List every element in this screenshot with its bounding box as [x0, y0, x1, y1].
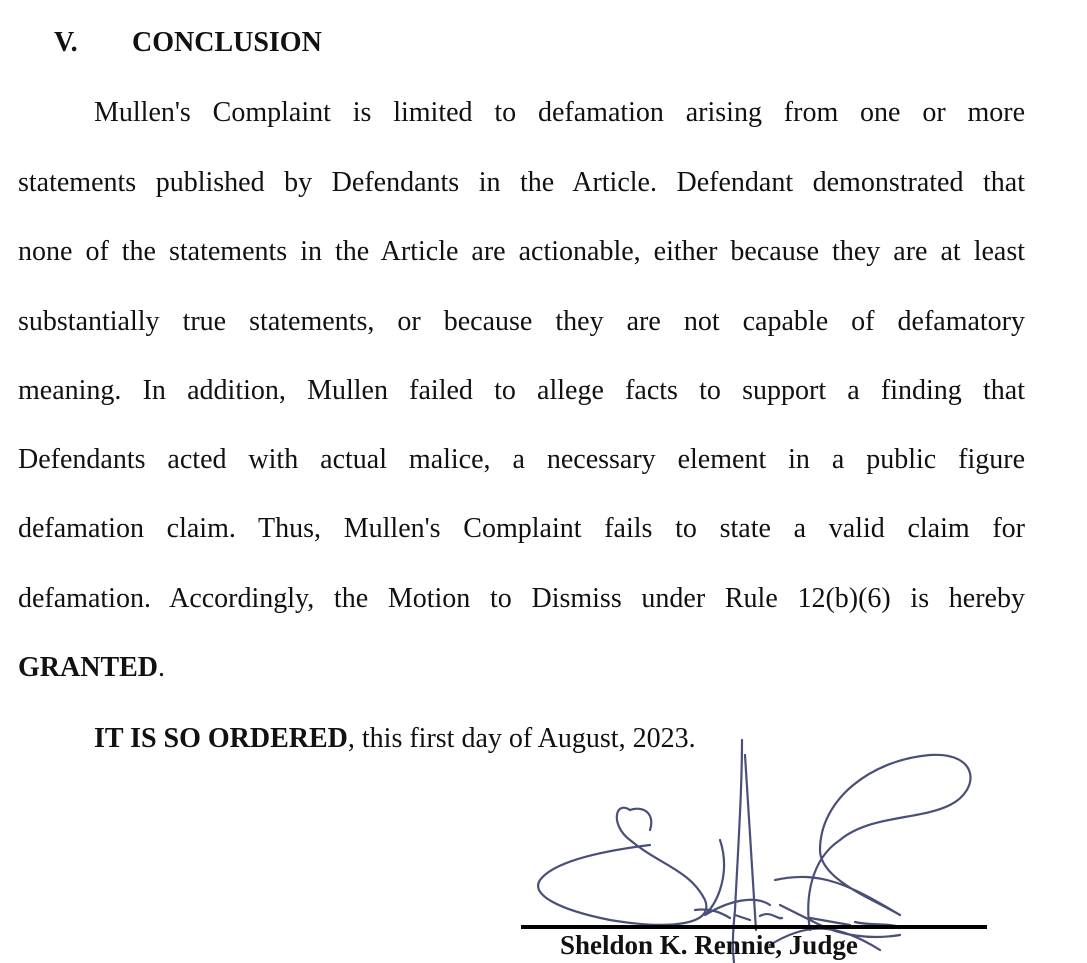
body-line: none of the statements in the Article are actionable, either because they are at least	[18, 236, 1025, 267]
signature-line	[521, 925, 987, 929]
order-bold: IT IS SO ORDERED	[94, 723, 348, 754]
body-line: meaning. In addition, Mullen failed to allege facts to support a finding that	[18, 375, 1025, 406]
body-line: Defendants acted with actual malice, a necessary element in a public figure	[18, 444, 1025, 475]
granted-punct: .	[158, 652, 166, 683]
section-title: CONCLUSION	[132, 27, 322, 58]
section-number: V.	[54, 27, 78, 58]
body-line: defamation claim. Thus, Mullen's Complaint fails to state a valid claim for	[18, 513, 1025, 544]
body-line: defamation. Accordingly, the Motion to Dismiss under Rule 12(b)(6) is hereby	[18, 583, 1025, 614]
section-heading	[54, 27, 322, 59]
order-date: , this first day of August, 2023.	[347, 723, 696, 754]
body-line: statements published by Defendants in the Article. Defendant demonstrated that	[18, 167, 1025, 198]
granted-word: GRANTED	[18, 652, 159, 683]
body-line: Mullen's Complaint is limited to defamation arising from one or more	[94, 97, 1025, 128]
judge-name: Sheldon K. Rennie, Judge	[560, 930, 858, 960]
granted-line	[18, 651, 1025, 685]
body-line: substantially true statements, or because they are not capable of defamatory	[18, 306, 1025, 337]
